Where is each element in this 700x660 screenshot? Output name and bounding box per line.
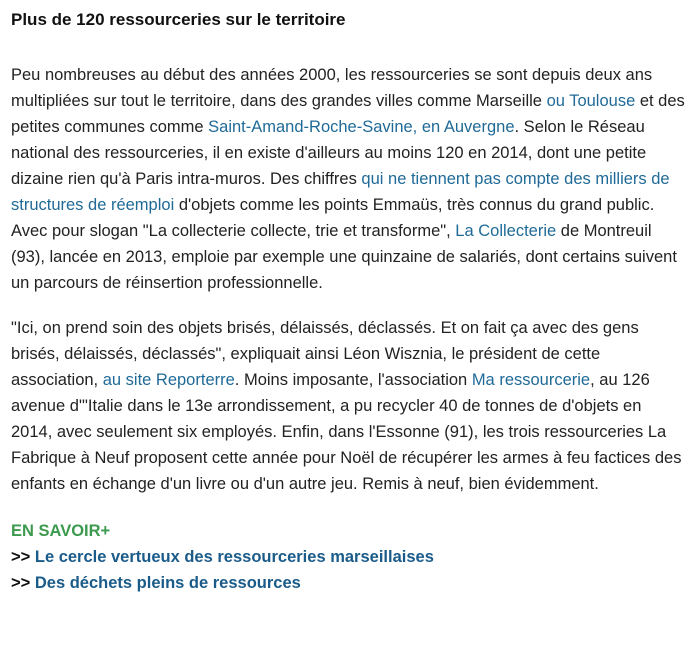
learn-more-prefix: >> bbox=[11, 574, 35, 592]
learn-more-box bbox=[11, 518, 686, 596]
paragraph-1-text-3: . Selon le Réseau national des ressourceries, il en existe d'ailleurs au moins 120 en 2014, dont une petite dizaine rien qu'à Paris intra-muros. Des chiffres bbox=[11, 118, 647, 188]
paragraph-2-text-3: , au 126 avenue d'"Italie dans le 13e arrondissement, a pu recycler 40 de tonnes de d'objets en 2014, avec seulement six employés. Enfin, dans l'Essonne (91), les trois ressourceries La Fabrique à Neuf proposent cette année pour Noël de récupérer les armes à feu factices des enfants en échange d'un livre ou d'un autre jeu. Remis à neuf, bien évidemment. bbox=[11, 371, 682, 493]
paragraph-2-text-2: . Moins imposante, l'association bbox=[234, 371, 472, 389]
learn-more-item bbox=[11, 544, 686, 570]
learn-more-title: EN SAVOIR+ bbox=[11, 522, 111, 540]
link-ma-ressourcerie[interactable]: Ma ressourcerie bbox=[471, 371, 591, 389]
paragraph-1-text-2: et des petites communes comme bbox=[11, 92, 685, 136]
link-reporterre[interactable]: au site Reporterre bbox=[102, 371, 235, 389]
paragraph-1-text-5: de Montreuil (93), lancée en 2013, emploie par exemple une quinzaine de salariés, dont certains suivent un parcours de réinsertion professionnelle. bbox=[11, 222, 677, 292]
link-cercle-vertueux[interactable]: Le cercle vertueux des ressourceries marseillaises bbox=[34, 548, 434, 566]
link-structures-reemploi[interactable]: qui ne tiennent pas compte des milliers de structures de réemploi bbox=[11, 170, 670, 214]
paragraph-2-text-1: "Ici, on prend soin des objets brisés, délaissés, déclassés. Et on fait ça avec des gens brisés, délaissés, déclassés", expliquait ainsi Léon Wisznia, le président de cette association, bbox=[11, 319, 639, 389]
paragraph-1-text-1: Peu nombreuses au début des années 2000, les ressourceries se sont depuis deux ans multipliées sur tout le territoire, dans des grandes villes comme Marseille bbox=[11, 66, 653, 110]
paragraph-1-text-4: d'objets comme les points Emmaüs, très connus du grand public. Avec pour slogan "La collecterie collecte, trie et transforme", bbox=[11, 196, 655, 240]
paragraph-1 bbox=[11, 62, 686, 296]
learn-more-item bbox=[11, 570, 686, 596]
link-la-collecterie[interactable]: La Collecterie bbox=[455, 222, 557, 240]
learn-more-prefix: >> bbox=[11, 548, 35, 566]
link-toulouse[interactable]: ou Toulouse bbox=[546, 92, 636, 110]
link-dechets-ressources[interactable]: Des déchets pleins de ressources bbox=[34, 574, 301, 592]
section-heading: Plus de 120 ressourceries sur le territoire bbox=[11, 10, 346, 29]
link-saint-amand[interactable]: Saint-Amand-Roche-Savine, en Auvergne bbox=[208, 118, 515, 136]
paragraph-2 bbox=[11, 315, 686, 497]
